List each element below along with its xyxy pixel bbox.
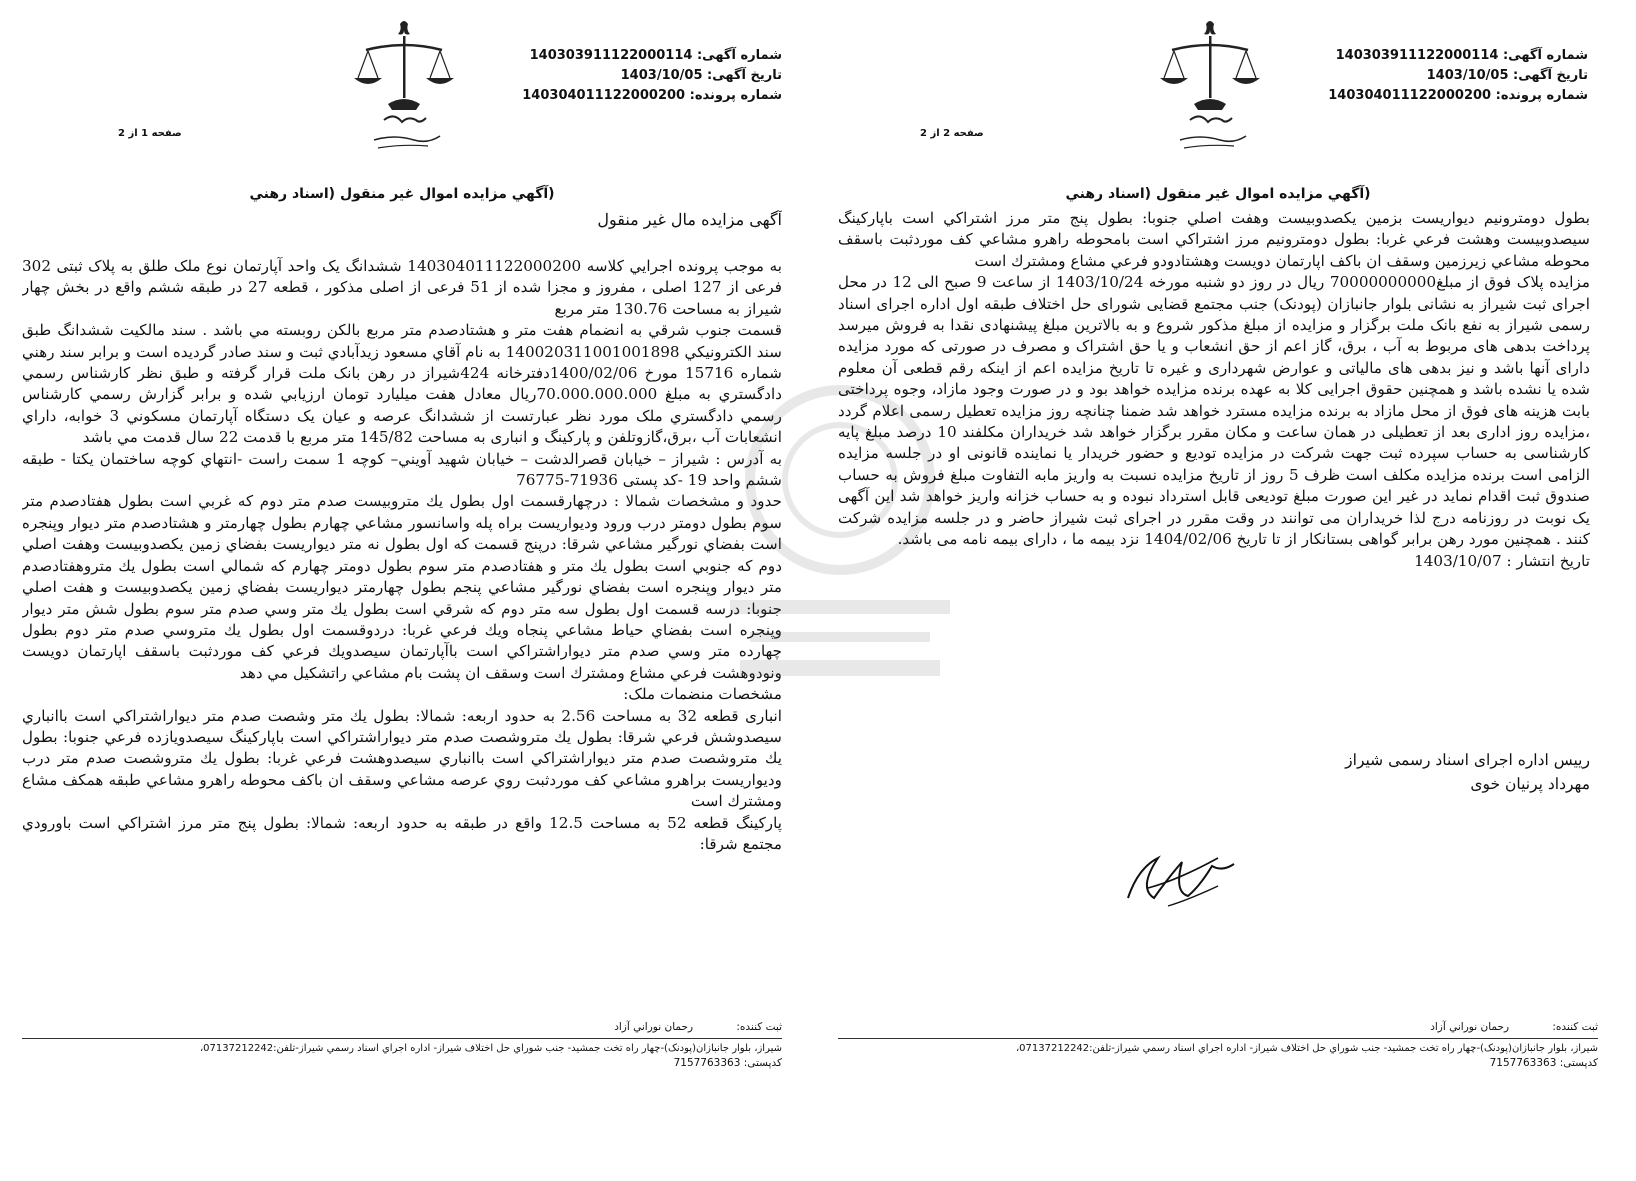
footer-divider	[838, 1038, 1598, 1039]
registrar-row	[22, 1020, 782, 1034]
signer-position: رییس اداره اجرای اسناد رسمی شیراز	[1345, 751, 1590, 769]
postal-code: کدپستی: 7157763363	[673, 1057, 782, 1069]
case-number: شماره پرونده: 140304011122000200	[1328, 88, 1588, 103]
notice-page-1	[22, 0, 782, 1181]
notice-body	[22, 256, 782, 855]
judiciary-scales-icon	[344, 16, 464, 156]
case-number: شماره پرونده: 140304011122000200	[522, 88, 782, 103]
notice-number: شماره آگهی: 140303911122000114	[529, 48, 782, 63]
judiciary-emblem-svg	[344, 16, 464, 156]
registrar-row	[838, 1020, 1598, 1034]
page-footer	[838, 1020, 1598, 1070]
signer-name: مهرداد پرنیان خوی	[1470, 775, 1590, 793]
judiciary-emblem-svg	[1150, 16, 1270, 156]
paragraph: به موجب پرونده اجرايي كلاسه 140304011122000200 ششدانگ يک واحد آپارتمان نوع ملک طلق به پلاک ثبتی 302 فرعی از 127 اصلی ، مفروز و مجزا شده از 51 فرعی از اصلی مذکور ، قطعه 27 در طبقه ششم واقع در بخش چهار شیراز به مساحت 130.76 متر مربع	[22, 257, 782, 318]
handwritten-signature-icon	[1108, 828, 1258, 918]
document-title: (آگهي مزايده اموال غير منقول (اسناد رهني	[1065, 186, 1371, 202]
notice-date: تاریخ آگهی: 1403/10/05	[620, 68, 782, 83]
footer-divider	[22, 1038, 782, 1039]
paragraph: حدود و مشخصات شمالا : درچهارقسمت اول بطول يك متروبيست صدم متر دوم كه غربي است بطول هفتادصدم متر سوم بطول دومتر درب ورود وديواريست براه پله واسانسور مشاعي چهارم بطول چهارمتر و هشتادصدم متر ديوار وپنجره است بفضاي نورگير مشاعي شرقا: درپنج قسمت كه اول بطول نه متر ديواريست بفضاي زمين يكصدوبيست وهفت اصلي دوم كه جنوبي است بطول يك متر و هفتادصدم متر سوم بطول دومتر چهارم كه شمالي است بطول يك متروهفتادصدم متر ديوار وپنجره است بفضاي نورگير مشاعي پنجم بطول چهارمتر ديواريست بفضاي زمين يكصدوبيست و هفت اصلي جنوبا: درسه قسمت اول بطول سه متر دوم كه شرقي است بطول يك متر وسي صدم متر سوم بطول شش متر ديوار وپنجره است بفضاي حياط مشاعي پنجاه ويك فرعي غربا: دردوقسمت اول بطول يك متروسي صدم متر دوم بطول چهارده متر وسي صدم متر ديواراشتراكي است باآپارتمان سيصدويك فرعي كف موردثبت باسقف اپارتمان دويست ونودوهشت فرعي مشاع ومشترك است وسقف ان پشت بام مشاعي راتشكيل مي دهد	[22, 492, 782, 682]
paragraph: به آدرس : شيراز – خيابان قصرالدشت – خيابان شهيد آويني– کوچه 1 سمت راست -انتهاي کوچه ساختمان يکتا - طبقه ششم واحد 19 -کد پستی 71936-76775	[22, 449, 782, 490]
document-subtitle: آگهی مزایده مال غیر منقول	[597, 210, 782, 229]
notice-date: تاریخ آگهی: 1403/10/05	[1426, 68, 1588, 83]
notice-body	[838, 208, 1590, 572]
office-address: شيراز، بلوار جانبازان(پودنک)-چهار راه تخت جمشيد- جنب شوراي حل اختلاف شيراز- اداره اجراي اسناد رسمي شيراز-تلفن:07137212242،	[199, 1043, 782, 1054]
registrar-label: ثبت کننده:	[736, 1021, 782, 1033]
publication-date: تاریخ انتشار : 1403/10/07	[1414, 551, 1590, 570]
paragraph: بطول دومترونيم ديواريست بزمين يكصدوبيست وهفت اصلي جنوبا: بطول پنج متر مرز اشتراكي است باپاركينگ سيصدوبيست وهشت فرعي غربا: بطول دومترونيم مرز اشتراكي است بامحوطه راهرو مشاعي كف موردثبت باسقف محوطه مشاعي زيرزمين وسقف ان باكف اپارتمان دويست وهشتادودو فرعي مشاع ومشترك است	[838, 209, 1590, 270]
paragraph: مزايده پلاک فوق از مبلغ70000000000 ريال در روز دو شنبه مورخه 1403/10/24 از ساعت 9 صبح الی 12 در محل اجرای ثبت شيراز به نشانی بلوار جانبازان (پودنک) جنب مجتمع قضايی شورای حل اختلاف طبقه اول اداره اجرای اسناد رسمی شيراز به نفع بانک ملت برگزار و مزايده از مبلغ مذکور شروع و به بالاترين مبلغ پيشنهادی نقدا به فروش ميرسد پرداخت بدهی های مربوط به آب ، برق، گاز اعم از حق انشعاب و يا حق اشتراک و مصرف در صورتی که مورد مزايده دارای آنها باشد و نيز بدهی های مالياتی و عوارض شهرداری و غيره تا تاريخ مزايده اعم از اينکه رقم قطعی آن معلوم شده يا نشده باشد و همچنين حقوق اجرايی کلا به عهده برنده مزايده خواهد بود و در صورت وجود مازاد، وجوه پرداختی بابت هزينه های فوق از محل مازاد به برنده مزايده مسترد خواهد شد ضمنا چنانچه روز مزايده تعطيل رسمی اعلام گردد ،مزايده روز اداری بعد از تعطيلی در همان ساعت و مکان مقرر برگزار خواهد شد خريداران مکلفند 10 درصد مبلغ پايه کارشناسی به حساب سپرده ثبت جهت شرکت در مزايده توديع و حضور خريدار يا نماينده قانونی او در جلسه مزايده الزامی است برنده مزايده مکلف است ظرف 5 روز از تاريخ مزايده نسبت به واريز مابه التفاوت مبلغ فروش به حساب صندوق ثبت اقدام نمايد در غير اين صورت مبلغ توديعی قابل استرداد نبوده و به حساب خزانه واريز خواهد شد اين آگهی يک نوبت در روزنامه درج لذا خريداران می توانند در وقت مقرر در اجرای ثبت شيراز حاضر و در جلسه مزايده شرکت کنند . همچنين مورد رهن برابر گواهی بستانکار از تا تاريخ 1404/02/06 نزد بيمه ما ، دارای بيمه نامه می باشد.	[838, 273, 1591, 549]
office-address: شيراز، بلوار جانبازان(پودنک)-چهار راه تخت جمشيد- جنب شوراي حل اختلاف شيراز- اداره اجراي اسناد رسمي شيراز-تلفن:07137212242،	[1015, 1043, 1598, 1054]
notice-meta	[1258, 46, 1588, 106]
document-title: (آگهي مزايده اموال غير منقول (اسناد رهني	[249, 186, 555, 202]
postal-code: کدپستی: 7157763363	[1489, 1057, 1598, 1069]
notice-page-2	[838, 0, 1598, 1181]
paragraph: قسمت جنوب شرقي به انضمام هفت متر و هشتادصدم متر مربع بالکن روبسته مي باشد . سند مالکيت ششدانگ طبق سند الکترونيکي 140020311001001898 به نام آقاي مسعود زيدآبادي ثبت و سند صادر گرديده است و برابر سند رهني شماره 15716 مورخ 1400/02/06دفترخانه 424شيراز در رهن بانک ملت قرار گرفته و طبق نظر کارشناس رسمي دادگستري به مبلغ 70.000.000.000ريال معادل هفت ميليارد تومان ارزيابي شده و برابر گزارش رسمي كارشناس رسمي دادگستري ملک مورد نظر عبارتست از ششدانگ عرصه و عيان يک دستگاه آپارتمان مسکوني 3 خوابه، داراي انشعابات آب ،برق،گازوتلفن و پارکينگ و انباری به مساحت 145/82 متر مربع با قدمت 22 سال قدمت مي باشد	[22, 321, 782, 447]
page-footer	[22, 1020, 782, 1070]
notice-meta	[452, 46, 782, 106]
paragraph: مشخصات منضمات ملک:	[623, 685, 782, 704]
judiciary-scales-icon	[1150, 16, 1270, 156]
paragraph: انباری قطعه 32 به مساحت 2.56 به حدود اربعه: شمالا: بطول يك متر وشصت صدم متر ديواراشتراكي است باانباري سيصدوشش فرعي شرقا: بطول يك متروشصت صدم متر ديواراشتراكي است باپاركينگ سيصدويازده فرعي جنوبا: بطول يك متروشصت صدم متر ديواراشتراكي است باانباري سيصدوهشت فرعي غربا: بطول يك متروشصت صدم متر درب وديواريست براهرو مشاعي كف موردثبت روي عرصه مشاعي وسقف ان باكف محوطه راهرو مشاعي طبقه همكف مشاع ومشترك است	[22, 706, 782, 811]
registrar-name: رحمان نوراني آزاد	[1430, 1021, 1510, 1033]
registrar-label: ثبت کننده:	[1552, 1021, 1598, 1033]
signer-block	[990, 748, 1590, 796]
page-number: صفحه 2 از 2	[920, 128, 984, 139]
registrar-name: رحمان نوراني آزاد	[614, 1021, 694, 1033]
notice-number: شماره آگهی: 140303911122000114	[1335, 48, 1588, 63]
paragraph: پارکينگ قطعه 52 به مساحت 12.5 واقع در طبقه به حدود اربعه: شمالا: بطول پنج متر مرز اشتراكي است باورودي مجتمع شرقا:	[22, 813, 782, 853]
page-number: صفحه 1 از 2	[118, 128, 182, 139]
